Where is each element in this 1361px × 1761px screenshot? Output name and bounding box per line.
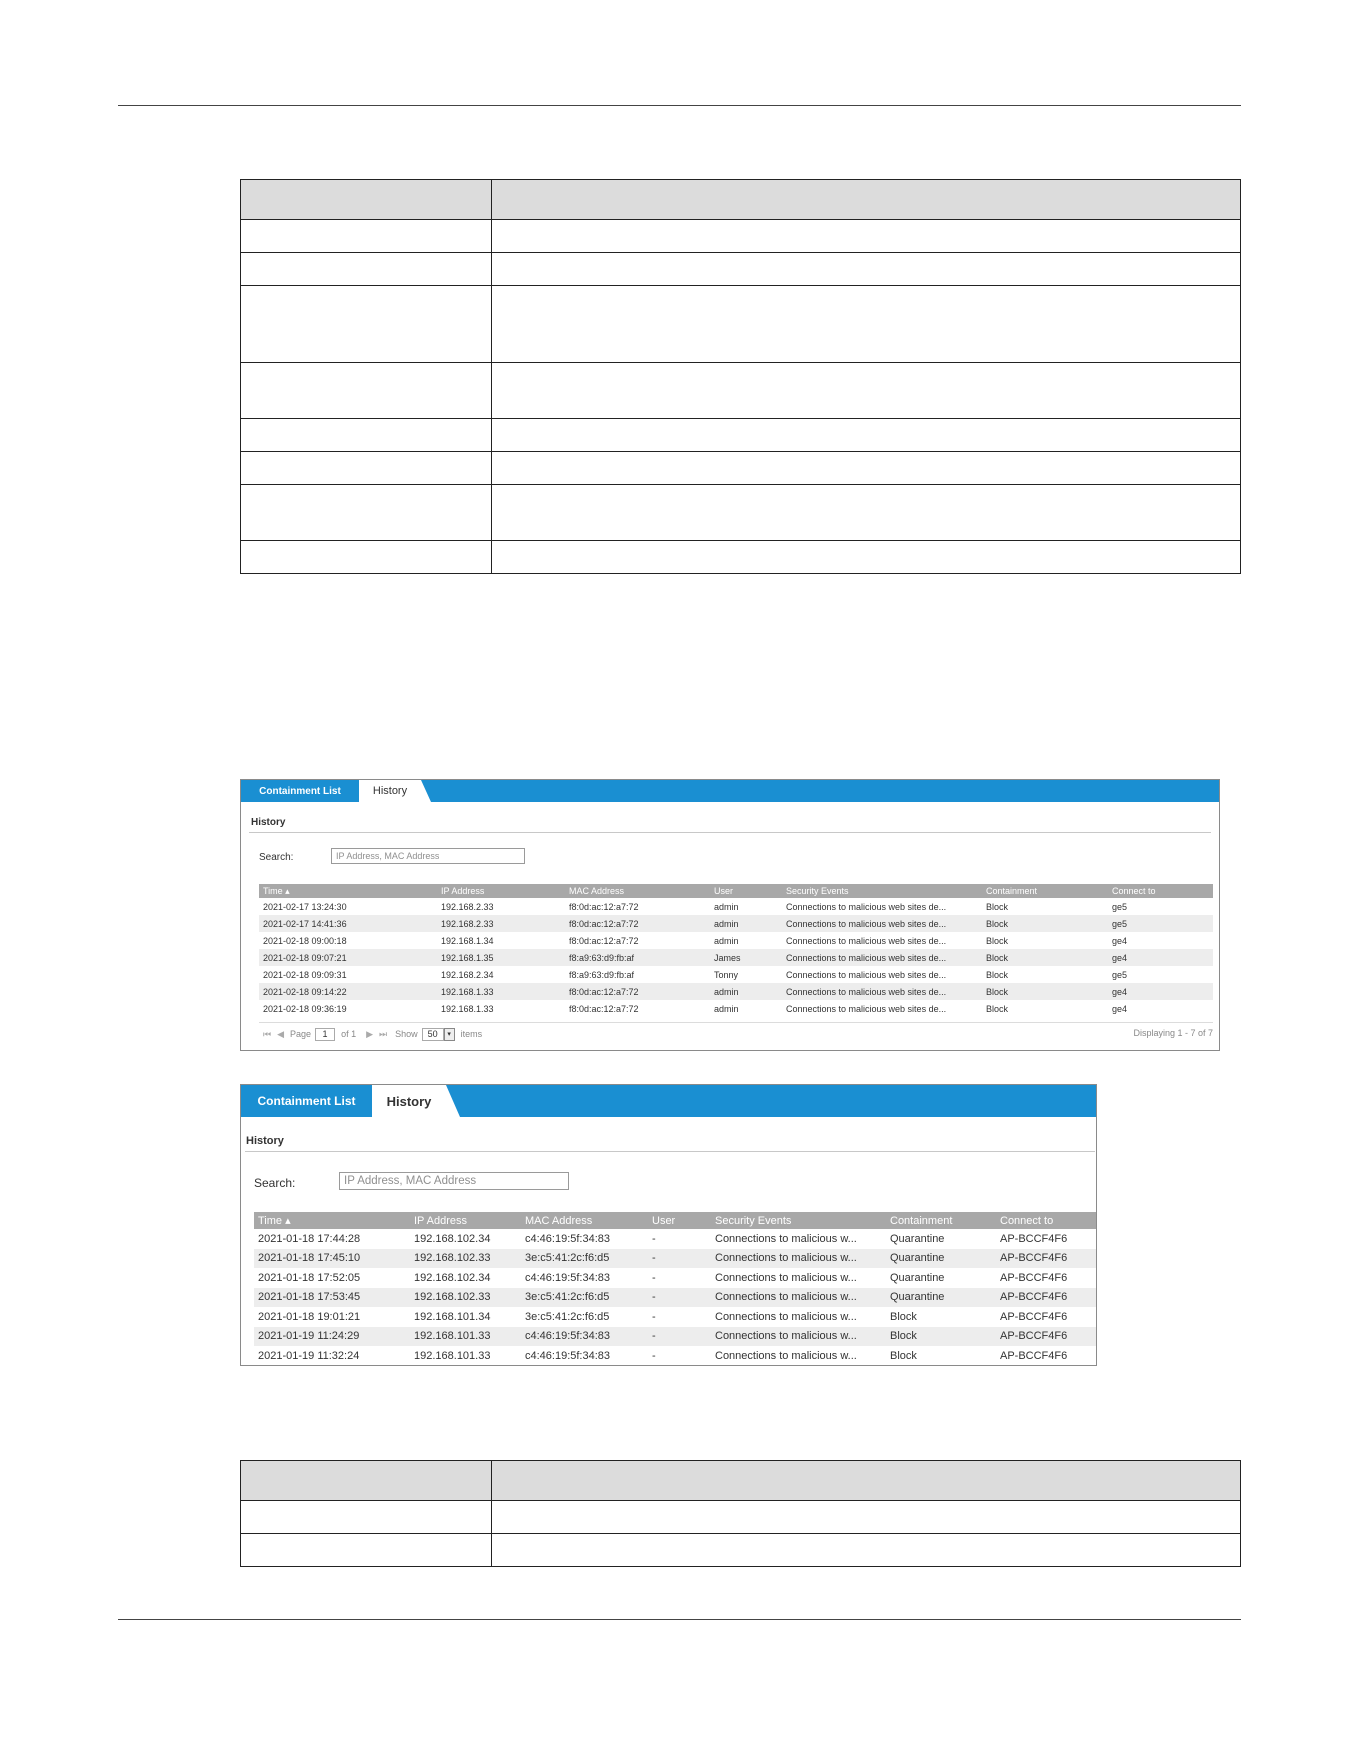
table-row[interactable] xyxy=(254,1307,1096,1327)
cell-containment: Block xyxy=(986,915,1112,932)
cell-mac-address: c4:46:19:5f:34:83 xyxy=(525,1346,652,1366)
cell-containment: Block xyxy=(986,898,1112,915)
cell-time: 2021-02-17 14:41:36 xyxy=(259,915,441,932)
cell-ip-address: 192.168.102.34 xyxy=(414,1229,525,1249)
tab-slant xyxy=(446,1085,460,1117)
cell-containment: Block xyxy=(986,966,1112,983)
tab-containment-list[interactable] xyxy=(241,1085,372,1117)
cell-connect-to: AP-BCCF4F6 xyxy=(1000,1268,1096,1288)
cell-ip-address: 192.168.1.33 xyxy=(441,983,569,1000)
show-label: Show xyxy=(395,1029,418,1039)
tab-containment-list[interactable] xyxy=(241,780,359,802)
cell-ip-address: 192.168.101.33 xyxy=(414,1346,525,1366)
column-header-containment[interactable]: Containment xyxy=(986,884,1112,898)
page-number-input[interactable]: 1 xyxy=(315,1028,335,1041)
cell-security-events: Connections to malicious web sites de... xyxy=(786,983,986,1000)
cell-security-events: Connections to malicious w... xyxy=(715,1229,890,1249)
cell-connect-to: ge5 xyxy=(1112,898,1213,915)
table-row[interactable] xyxy=(259,1000,1213,1017)
cell-user: admin xyxy=(714,1000,786,1017)
cell-security-events: Connections to malicious w... xyxy=(715,1346,890,1366)
tab-slant xyxy=(421,780,431,802)
cell-ip-address: 192.168.1.34 xyxy=(441,932,569,949)
column-header-time[interactable]: Time ▴ xyxy=(259,884,441,898)
cell-security-events: Connections to malicious web sites de... xyxy=(786,1000,986,1017)
cell-connect-to: AP-BCCF4F6 xyxy=(1000,1346,1096,1366)
cell-mac-address: 3e:c5:41:2c:f6:d5 xyxy=(525,1249,652,1269)
tab-label: Containment List xyxy=(257,1094,356,1108)
cell-user: James xyxy=(714,949,786,966)
table-row[interactable] xyxy=(254,1288,1096,1308)
section-divider xyxy=(249,832,1211,833)
cell-mac-address: c4:46:19:5f:34:83 xyxy=(525,1327,652,1347)
cell-connect-to: AP-BCCF4F6 xyxy=(1000,1307,1096,1327)
history-screenshot-2 xyxy=(240,1084,1097,1366)
cell-connect-to: AP-BCCF4F6 xyxy=(1000,1327,1096,1347)
table-row[interactable] xyxy=(254,1327,1096,1347)
search-input[interactable] xyxy=(339,1172,569,1190)
column-header-mac-address[interactable]: MAC Address xyxy=(569,884,714,898)
cell-ip-address: 192.168.102.33 xyxy=(414,1249,525,1269)
table-row xyxy=(241,1501,1241,1534)
cell-security-events: Connections to malicious web sites de... xyxy=(786,898,986,915)
cell-user: Tonny xyxy=(714,966,786,983)
pager-divider xyxy=(259,1022,1213,1023)
table-row[interactable] xyxy=(259,898,1213,915)
cell-user: - xyxy=(652,1249,715,1269)
table-header-row xyxy=(254,1212,1096,1229)
pagination-bar xyxy=(263,1026,482,1042)
cell-connect-to: ge5 xyxy=(1112,966,1213,983)
cell-ip-address: 192.168.2.33 xyxy=(441,915,569,932)
cell-time: 2021-02-18 09:07:21 xyxy=(259,949,441,966)
cell-containment: Quarantine xyxy=(890,1288,1000,1308)
column-header-user[interactable]: User xyxy=(714,884,786,898)
history-screenshot-1 xyxy=(240,779,1220,1051)
cell-user: - xyxy=(652,1307,715,1327)
column-header-security-events[interactable]: Security Events xyxy=(715,1212,890,1229)
cell-connect-to: ge4 xyxy=(1112,1000,1213,1017)
cell-time: 2021-01-18 17:44:28 xyxy=(254,1229,414,1249)
table-row[interactable] xyxy=(254,1346,1096,1366)
cell-connect-to: ge4 xyxy=(1112,983,1213,1000)
cell-ip-address: 192.168.101.33 xyxy=(414,1327,525,1347)
cell-time: 2021-02-18 09:00:18 xyxy=(259,932,441,949)
cell-mac-address: f8:a9:63:d9:fb:af xyxy=(569,949,714,966)
cell-time: 2021-01-18 17:52:05 xyxy=(254,1268,414,1288)
column-header-connect-to[interactable]: Connect to xyxy=(1000,1212,1096,1229)
cell-user: admin xyxy=(714,915,786,932)
displaying-count: Displaying 1 - 7 of 7 xyxy=(1133,1028,1213,1038)
cell-user: - xyxy=(652,1288,715,1308)
search-label: Search: xyxy=(259,852,294,863)
cell-time: 2021-02-18 09:09:31 xyxy=(259,966,441,983)
cell-connect-to: ge5 xyxy=(1112,915,1213,932)
table-row[interactable] xyxy=(259,949,1213,966)
table-row xyxy=(241,419,1241,452)
cell-time: 2021-02-18 09:36:19 xyxy=(259,1000,441,1017)
cell-mac-address: f8:0d:ac:12:a7:72 xyxy=(569,932,714,949)
table-row xyxy=(241,452,1241,485)
items-per-page-select[interactable]: 50 xyxy=(422,1028,444,1041)
table-row[interactable] xyxy=(259,983,1213,1000)
column-header-time[interactable]: Time ▴ xyxy=(254,1212,414,1229)
cell-containment: Block xyxy=(890,1346,1000,1366)
cell-connect-to: AP-BCCF4F6 xyxy=(1000,1229,1096,1249)
footer-rule xyxy=(118,1619,1241,1620)
search-input[interactable] xyxy=(331,848,525,864)
table-row xyxy=(241,1534,1241,1567)
cell-connect-to: AP-BCCF4F6 xyxy=(1000,1288,1096,1308)
cell-connect-to: ge4 xyxy=(1112,949,1213,966)
cell-time: 2021-02-17 13:24:30 xyxy=(259,898,441,915)
column-header-connect-to[interactable]: Connect to xyxy=(1112,884,1213,898)
column-header-security-events[interactable]: Security Events xyxy=(786,884,986,898)
cell-time: 2021-02-18 09:14:22 xyxy=(259,983,441,1000)
table-header-row xyxy=(241,1461,1241,1501)
cell-security-events: Connections to malicious w... xyxy=(715,1327,890,1347)
cell-containment: Quarantine xyxy=(890,1229,1000,1249)
cell-connect-to: ge4 xyxy=(1112,932,1213,949)
cell-security-events: Connections to malicious w... xyxy=(715,1268,890,1288)
cell-time: 2021-01-19 11:32:24 xyxy=(254,1346,414,1366)
tab-label: History xyxy=(372,785,408,797)
cell-ip-address: 192.168.102.34 xyxy=(414,1268,525,1288)
previous-page-icon[interactable]: ◀ xyxy=(277,1028,285,1039)
next-page-icon[interactable]: ▶ xyxy=(366,1028,373,1039)
cell-containment: Quarantine xyxy=(890,1268,1000,1288)
section-title: History xyxy=(246,1135,284,1147)
cell-security-events: Connections to malicious w... xyxy=(715,1307,890,1327)
items-label: items xyxy=(460,1029,483,1039)
first-page-icon[interactable]: ⏮ xyxy=(263,1028,272,1039)
cell-ip-address: 192.168.101.34 xyxy=(414,1307,525,1327)
cell-mac-address: f8:a9:63:d9:fb:af xyxy=(569,966,714,983)
table-row xyxy=(241,286,1241,363)
tab-label: History xyxy=(386,1093,432,1109)
table-row[interactable] xyxy=(259,932,1213,949)
cell-user: - xyxy=(652,1346,715,1366)
column-header-ip-address[interactable]: IP Address xyxy=(414,1212,525,1229)
search-label: Search: xyxy=(254,1176,296,1190)
cell-time: 2021-01-18 19:01:21 xyxy=(254,1307,414,1327)
cell-mac-address: f8:0d:ac:12:a7:72 xyxy=(569,983,714,1000)
tab-bar xyxy=(241,1085,1096,1117)
cell-ip-address: 192.168.2.34 xyxy=(441,966,569,983)
cell-containment: Block xyxy=(986,932,1112,949)
tab-history[interactable] xyxy=(359,780,421,802)
tab-bar xyxy=(241,780,1219,802)
tab-label: Containment List xyxy=(259,785,341,797)
cell-user: - xyxy=(652,1229,715,1249)
column-header-containment[interactable]: Containment xyxy=(890,1212,1000,1229)
cell-mac-address: f8:0d:ac:12:a7:72 xyxy=(569,915,714,932)
cell-containment: Block xyxy=(986,949,1112,966)
table-row xyxy=(241,253,1241,286)
cell-time: 2021-01-18 17:53:45 xyxy=(254,1288,414,1308)
cell-containment: Block xyxy=(890,1307,1000,1327)
cell-mac-address: f8:0d:ac:12:a7:72 xyxy=(569,1000,714,1017)
cell-user: admin xyxy=(714,898,786,915)
field-description-table-top xyxy=(240,179,1241,574)
table-row[interactable] xyxy=(254,1268,1096,1288)
cell-mac-address: c4:46:19:5f:34:83 xyxy=(525,1229,652,1249)
cell-security-events: Connections to malicious w... xyxy=(715,1288,890,1308)
table-row xyxy=(241,220,1241,253)
cell-mac-address: f8:0d:ac:12:a7:72 xyxy=(569,898,714,915)
cell-mac-address: c4:46:19:5f:34:83 xyxy=(525,1268,652,1288)
cell-containment: Block xyxy=(890,1327,1000,1347)
section-title: History xyxy=(251,817,286,828)
column-header-ip-address[interactable]: IP Address xyxy=(441,884,569,898)
cell-containment: Block xyxy=(986,983,1112,1000)
cell-ip-address: 192.168.102.33 xyxy=(414,1288,525,1308)
table-header-row xyxy=(241,180,1241,220)
section-divider xyxy=(245,1151,1095,1152)
column-header-user[interactable]: User xyxy=(652,1212,715,1229)
table-row xyxy=(241,485,1241,541)
field-description-table-bottom xyxy=(240,1460,1241,1567)
cell-user: - xyxy=(652,1268,715,1288)
last-page-icon[interactable]: ⏭ xyxy=(379,1028,388,1039)
chevron-down-icon[interactable]: ▾ xyxy=(444,1028,455,1041)
cell-ip-address: 192.168.1.35 xyxy=(441,949,569,966)
table-header-row xyxy=(259,884,1213,898)
tab-history[interactable] xyxy=(372,1085,446,1117)
cell-user: admin xyxy=(714,983,786,1000)
table-row[interactable] xyxy=(254,1249,1096,1269)
header-rule xyxy=(118,105,1241,106)
cell-containment: Block xyxy=(986,1000,1112,1017)
cell-ip-address: 192.168.1.33 xyxy=(441,1000,569,1017)
page-count: of 1 xyxy=(341,1029,357,1039)
cell-user: admin xyxy=(714,932,786,949)
cell-ip-address: 192.168.2.33 xyxy=(441,898,569,915)
cell-security-events: Connections to malicious web sites de... xyxy=(786,949,986,966)
column-header-mac-address[interactable]: MAC Address xyxy=(525,1212,652,1229)
history-table xyxy=(259,884,1213,1017)
cell-mac-address: 3e:c5:41:2c:f6:d5 xyxy=(525,1307,652,1327)
cell-containment: Quarantine xyxy=(890,1249,1000,1269)
cell-security-events: Connections to malicious web sites de... xyxy=(786,966,986,983)
table-row[interactable] xyxy=(259,915,1213,932)
page-label: Page xyxy=(290,1029,312,1039)
cell-security-events: Connections to malicious w... xyxy=(715,1249,890,1269)
cell-security-events: Connections to malicious web sites de... xyxy=(786,915,986,932)
table-row xyxy=(241,363,1241,419)
cell-mac-address: 3e:c5:41:2c:f6:d5 xyxy=(525,1288,652,1308)
cell-security-events: Connections to malicious web sites de... xyxy=(786,932,986,949)
cell-time: 2021-01-19 11:24:29 xyxy=(254,1327,414,1347)
cell-user: - xyxy=(652,1327,715,1347)
table-row[interactable] xyxy=(254,1229,1096,1249)
cell-connect-to: AP-BCCF4F6 xyxy=(1000,1249,1096,1269)
history-table xyxy=(254,1212,1096,1366)
cell-time: 2021-01-18 17:45:10 xyxy=(254,1249,414,1269)
table-row[interactable] xyxy=(259,966,1213,983)
table-row xyxy=(241,541,1241,574)
